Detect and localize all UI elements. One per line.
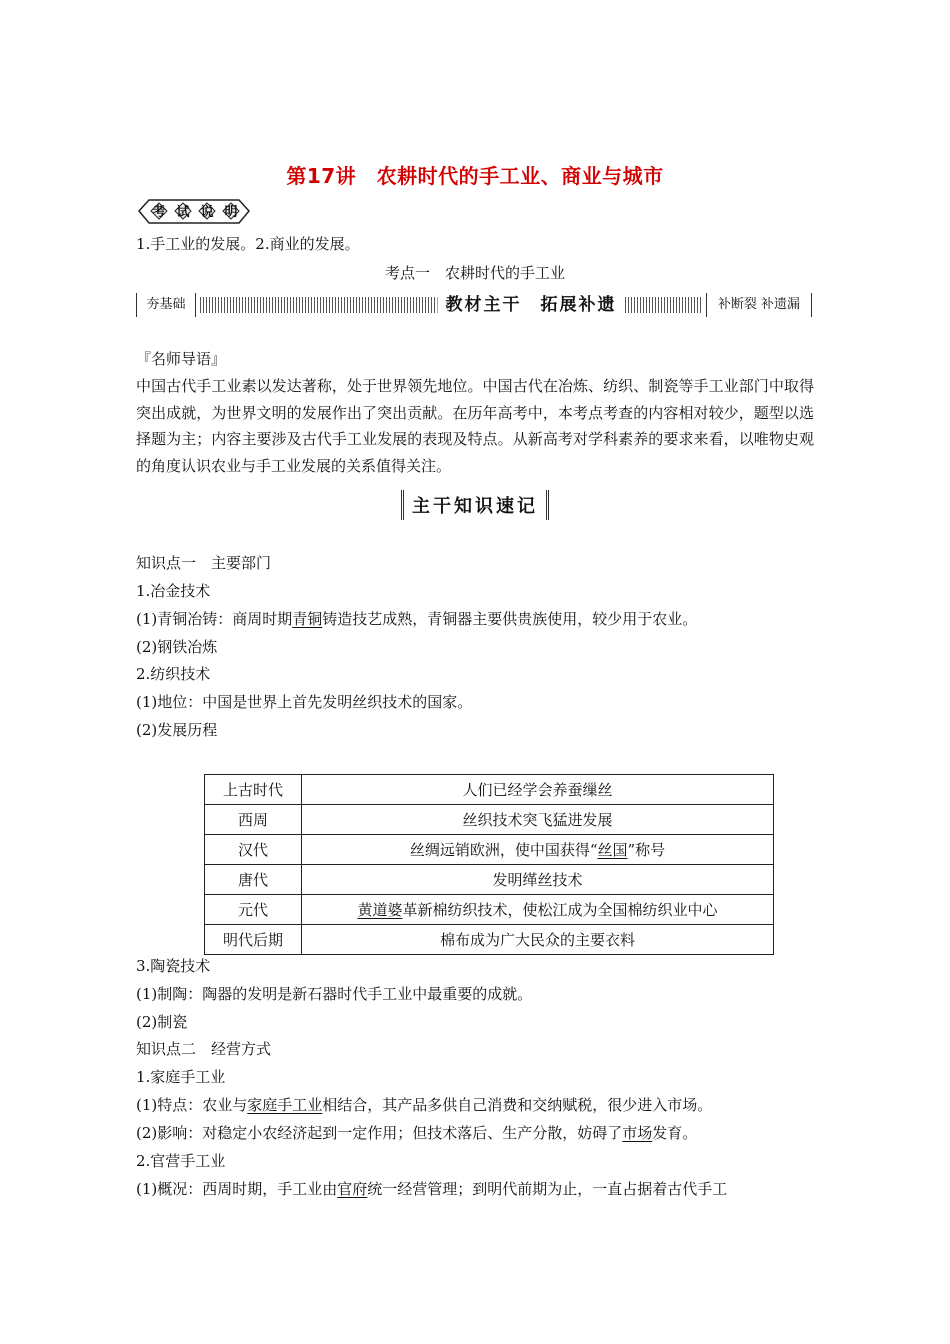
table-row xyxy=(205,865,774,895)
text-run: 统一经营管理；到明代前期为止，一直占据着古代手工 xyxy=(367,1180,728,1198)
knowledge-point-2: 知识点二 经营方式 xyxy=(136,1040,272,1058)
text-run: ”称号 xyxy=(627,841,666,859)
ceramic-line: (2)制瓷 xyxy=(136,1013,188,1031)
item-heading: 1.家庭手工业 xyxy=(136,1068,226,1086)
underlined-term: 丝国 xyxy=(597,841,628,859)
page-title: 第17讲 农耕时代的手工业、商业与城市 xyxy=(286,164,664,188)
underlined-term: 黄道婆 xyxy=(357,901,403,919)
exam-description: 1.手工业的发展。2.商业的发展。 xyxy=(136,235,360,253)
family-feature-line xyxy=(136,1095,712,1115)
badge-graphic xyxy=(137,198,251,225)
banner-dotted-fill xyxy=(200,297,438,313)
badge-char: 明 xyxy=(224,205,238,220)
table-row xyxy=(205,835,774,865)
table-row xyxy=(205,775,774,805)
table-cell-period: 西周 xyxy=(205,805,302,835)
table-row xyxy=(205,895,774,925)
textile-history-line: (2)发展历程 xyxy=(136,721,218,739)
banner-middle-label: 教材主干 拓展补遗 xyxy=(438,293,625,317)
point-title: 考点一 农耕时代的手工业 xyxy=(384,264,565,282)
section-banner xyxy=(136,293,812,317)
underlined-term: 青铜 xyxy=(292,610,323,628)
textile-status-line: (1)地位：中国是世界上首先发明丝织技术的国家。 xyxy=(136,693,473,711)
text-run: 革新棉纺织技术，使松江成为全国棉纺织业中心 xyxy=(402,901,718,919)
table-cell-event: 发明缂丝技术 xyxy=(302,865,774,895)
table-cell-event: 人们已经学会养蚕缫丝 xyxy=(302,775,774,805)
bronze-line xyxy=(136,609,697,629)
steel-line: (2)钢铁冶炼 xyxy=(136,638,218,656)
table-cell-period: 元代 xyxy=(205,895,302,925)
table-cell-period: 上古时代 xyxy=(205,775,302,805)
table-cell-event: 丝织技术突飞猛进发展 xyxy=(302,805,774,835)
text-run: (1)概况：西周时期，手工业由 xyxy=(136,1180,338,1198)
underlined-term: 家庭手工业 xyxy=(247,1096,323,1114)
table-cell-event: 棉布成为广大民众的主要衣料 xyxy=(302,925,774,955)
knowledge-point-1: 知识点一 主要部门 xyxy=(136,554,272,572)
text-run: 铸造技艺成熟，青铜器主要供贵族使用，较少用于农业。 xyxy=(322,610,698,628)
guide-label: 『名师导语』 xyxy=(136,350,227,368)
exam-notes-badge xyxy=(137,198,251,225)
ceramic-line: (1)制陶：陶器的发明是新石器时代手工业中最重要的成就。 xyxy=(136,985,533,1003)
official-overview-line xyxy=(136,1179,727,1199)
banner-left-label: 夯基础 xyxy=(136,293,196,317)
banner-right-label: 补断裂 补遗漏 xyxy=(706,293,812,317)
text-run: (1)特点：农业与 xyxy=(136,1096,248,1114)
item-heading: 2.官营手工业 xyxy=(136,1152,226,1170)
badge-char: 说 xyxy=(200,205,214,220)
text-run: (1)青铜冶铸：商周时期 xyxy=(136,610,293,628)
table-row xyxy=(205,805,774,835)
underlined-term: 市场 xyxy=(622,1124,653,1142)
table-cell-period: 汉代 xyxy=(205,835,302,865)
table-cell-period: 明代后期 xyxy=(205,925,302,955)
banner-dotted-fill xyxy=(625,297,703,313)
table-cell-event xyxy=(302,835,774,865)
text-run: 相结合，其产品多供自己消费和交纳赋税，很少进入市场。 xyxy=(322,1096,713,1114)
family-impact-line xyxy=(136,1123,697,1143)
item-heading: 3.陶瓷技术 xyxy=(136,957,211,975)
badge-char: 考 xyxy=(152,205,166,220)
section-heading xyxy=(0,490,950,520)
text-run: (2)影响：对稳定小农经济起到一定作用；但技术落后、生产分散，妨碍了 xyxy=(136,1124,623,1142)
table-row xyxy=(205,925,774,955)
text-run: 发育。 xyxy=(652,1124,698,1142)
badge-char: 试 xyxy=(176,205,190,220)
table-cell-period: 唐代 xyxy=(205,865,302,895)
underlined-term: 官府 xyxy=(337,1180,368,1198)
section-heading-text: 主干知识速记 xyxy=(401,490,549,520)
text-run: 丝绸远销欧洲，使中国获得“ xyxy=(409,841,598,859)
table-cell-event xyxy=(302,895,774,925)
guide-paragraph: 中国古代手工业素以发达著称，处于世界领先地位。中国古代在冶炼、纺织、制瓷等手工业部门中取得突出成就，为世界文明的发展作出了突出贡献。在历年高考中，本考点考查的内容相对较少，题型以选择题为主；内容主要涉及古代手工业发展的表现及特点。从新高考对学科素养的要求来看，以唯物史观的角度认识农业与手工业发展的关系值得关注。 xyxy=(136,377,814,475)
textile-history-table xyxy=(204,774,774,955)
item-heading: 2.纺织技术 xyxy=(136,665,211,683)
item-heading: 1.冶金技术 xyxy=(136,582,211,600)
